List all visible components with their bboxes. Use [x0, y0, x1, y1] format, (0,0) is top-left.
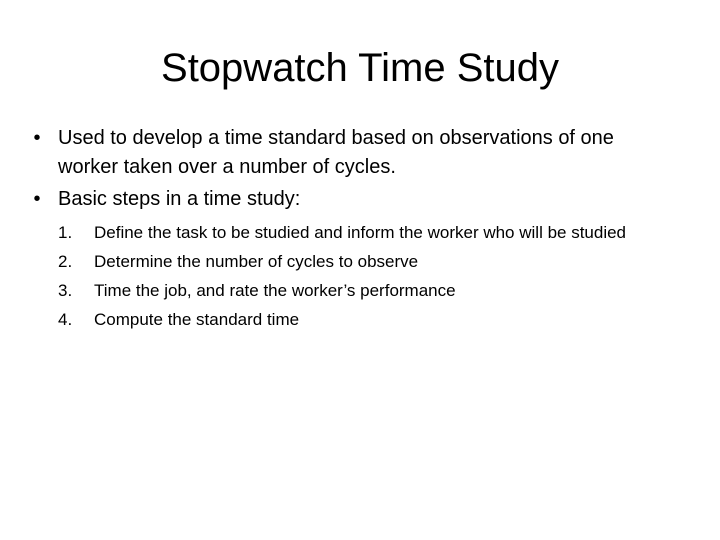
slide-body — [30, 124, 670, 338]
step-text: Compute the standard time — [94, 310, 300, 329]
bullet-marker: • — [33, 127, 41, 149]
bullet-item — [30, 124, 670, 182]
step-text: Determine the number of cycles to observe — [94, 252, 419, 271]
bullet-text: Basic steps in a time study: — [58, 188, 301, 210]
bullet-marker: • — [33, 188, 41, 210]
bullet-item — [30, 185, 670, 214]
step-item — [58, 251, 670, 273]
step-item — [58, 280, 670, 302]
step-number: 1. — [58, 223, 73, 242]
step-item — [58, 222, 670, 244]
step-number: 3. — [58, 281, 73, 300]
step-text: Time the job, and rate the worker’s performance — [94, 281, 456, 300]
step-number: 2. — [58, 252, 73, 271]
step-number: 4. — [58, 310, 73, 329]
step-text: Define the task to be studied and inform the worker who will be studied — [94, 223, 627, 242]
step-item — [58, 309, 670, 331]
slide-title: Stopwatch Time Study — [161, 46, 559, 90]
bullet-text: Used to develop a time standard based on observations of one worker taken over a number of cycles. — [58, 127, 614, 178]
steps-list — [58, 222, 670, 331]
